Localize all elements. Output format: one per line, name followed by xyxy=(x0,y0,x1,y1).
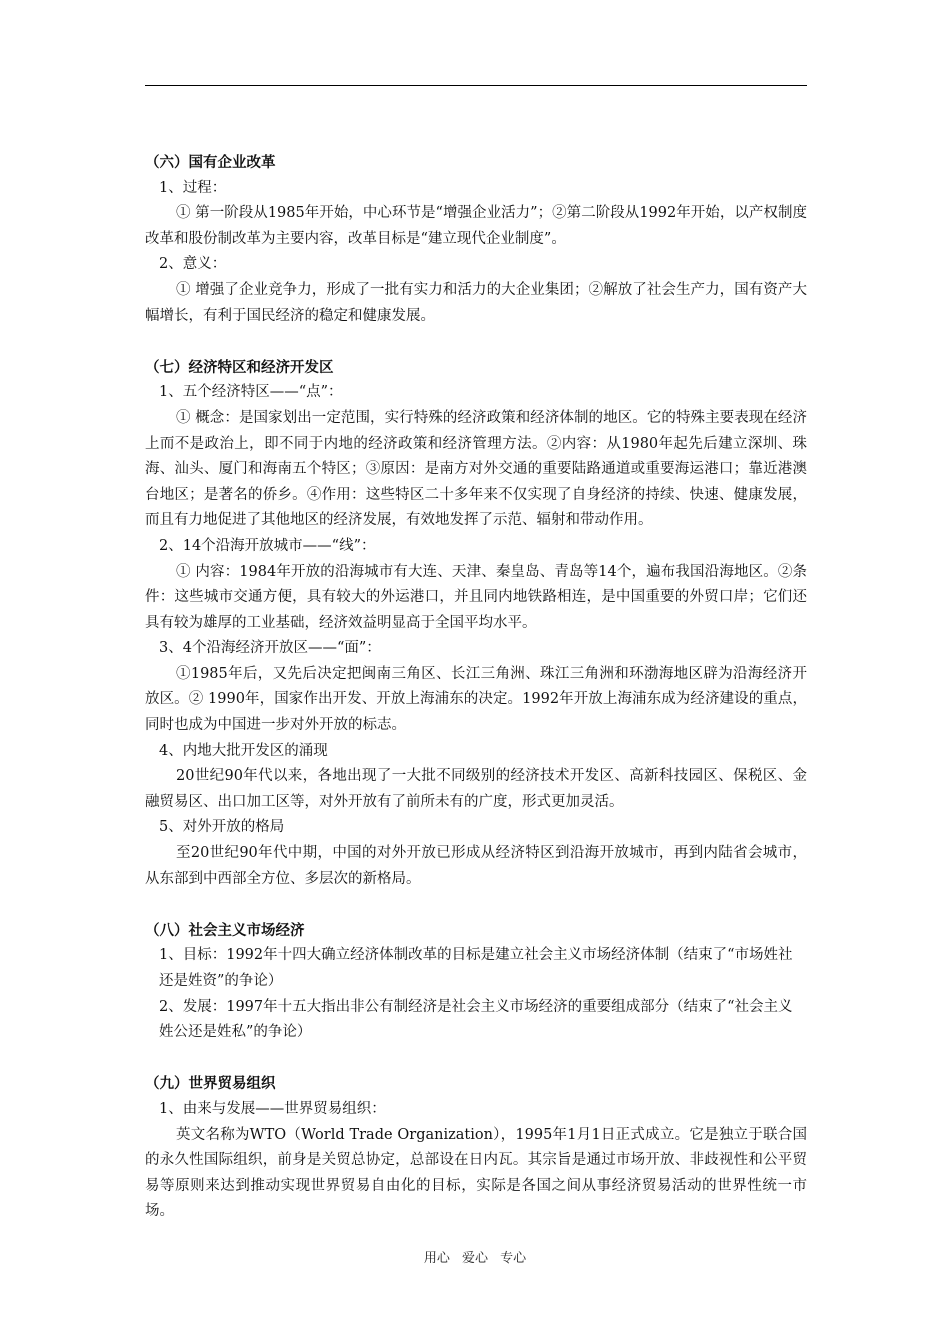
header-rule xyxy=(145,85,807,86)
section xyxy=(145,1071,807,1225)
section xyxy=(145,355,807,892)
section-heading: （八）社会主义市场经济 xyxy=(145,921,305,939)
paragraph: 英文名称为WTO（World Trade Organization），1995年1月1日正式成立。它是独立于联合国的永久性国际组织，前身是关贸总协定，总部设在日内瓦。其宗旨是通过市场开放、非歧视性和公平贸易等原则来达到推动实现世界贸易自由化的目标，实际是各国之间从事经济贸易活动的世界性统一市场。 xyxy=(145,1126,807,1220)
item-heading: 5、对外开放的格局 xyxy=(159,819,285,836)
item-heading: 1、五个经济特区——“点”： xyxy=(159,384,343,401)
item-heading: 4、内地大批开发区的涌现 xyxy=(159,742,328,759)
section-heading: （七）经济特区和经济开发区 xyxy=(145,358,334,376)
section xyxy=(145,918,807,1046)
item-heading: 3、4个沿海经济开放区——“面”： xyxy=(159,640,381,657)
item-heading: 1、目标：1992年十四大确立经济体制改革的目标是建立社会主义市场经济体制（结束了“市场姓社还是姓资”的争论） xyxy=(159,947,793,989)
paragraph: ① 内容：1984年开放的沿海城市有大连、天津、秦皇岛、青岛等14个，遍布我国沿海地区。②条件：这些城市交通方便，具有较大的外运港口，并且同内地铁路相连，是中国重要的外贸口岸；它们还具有较为雄厚的工业基础，经济效益明显高于全国平均水平。 xyxy=(145,563,807,631)
item-heading: 2、意义： xyxy=(159,256,227,273)
item-heading: 1、由来与发展——世界贸易组织： xyxy=(159,1100,386,1117)
paragraph: ① 概念：是国家划出一定范围，实行特殊的经济政策和经济体制的地区。它的特殊主要表现在经济上而不是政治上，即不同于内地的经济政策和经济管理方法。②内容：从1980年起先后建立深圳、珠海、汕头、厦门和海南五个特区；③原因：是南方对外交通的重要陆路通道或重要海运港口；靠近港澳台地区；是著名的侨乡。④作用：这些特区二十多年来不仅实现了自身经济的持续、快速、健康发展，而且有力地促进了其他地区的经济发展，有效地发挥了示范、辐射和带动作用。 xyxy=(145,409,807,529)
paragraph: 至20世纪90年代中期，中国的对外开放已形成从经济特区到沿海开放城市，再到内陆省会城市，从东部到中西部全方位、多层次的新格局。 xyxy=(145,845,807,887)
paragraph: ① 第一阶段从1985年开始，中心环节是“增强企业活力”；②第二阶段从1992年开始，以产权制度改革和股份制改革为主要内容，改革目标是“建立现代企业制度”。 xyxy=(145,205,807,247)
section-heading: （六）国有企业改革 xyxy=(145,154,276,171)
item-heading: 2、14个沿海开放城市——“线”： xyxy=(159,537,376,554)
paragraph: 20世纪90年代以来，各地出现了一大批不同级别的经济技术开发区、高新科技园区、保税区、金融贸易区、出口加工区等，对外开放有了前所未有的广度，形式更加灵活。 xyxy=(145,768,807,810)
section xyxy=(145,150,807,329)
section-heading: （九）世界贸易组织 xyxy=(145,1075,276,1093)
paragraph: ①1985年后，又先后决定把闽南三角区、长江三角洲、珠江三角洲和环渤海地区辟为沿海经济开放区。② 1990年，国家作出开发、开放上海浦东的决定。1992年开放上海浦东成为经济建设的重点，同时也成为中国进一步对外开放的标志。 xyxy=(145,665,807,734)
item-heading: 1、过程： xyxy=(159,179,227,196)
document-body xyxy=(145,150,807,1251)
page-footer: 用心 爱心 专心 xyxy=(423,1251,527,1266)
paragraph: ① 增强了企业竞争力，形成了一批有实力和活力的大企业集团；②解放了社会生产力，国有资产大幅增长，有利于国民经济的稳定和健康发展。 xyxy=(145,281,807,324)
item-heading: 2、发展：1997年十五大指出非公有制经济是社会主义市场经济的重要组成部分（结束了“社会主义姓公还是姓私”的争论） xyxy=(159,998,793,1041)
